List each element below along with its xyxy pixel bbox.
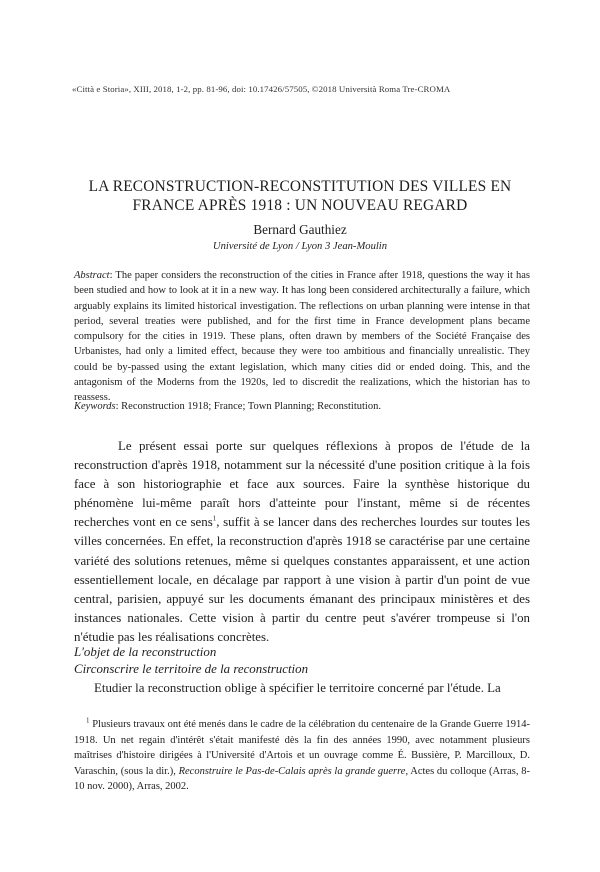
keywords-label: Keywords [74,401,116,412]
footnote [74,717,530,795]
author-name: Bernard Gauthiez [253,222,347,237]
footnote-reference[interactable]: 1 [212,515,217,524]
journal-citation: «Città e Storia», XIII, 2018, 1-2, pp. 81-96, doi: 10.17426/57505, ©2018 Università Roma Tre-CROMA [72,84,451,94]
keywords [74,399,530,414]
keywords-text: : Reconstruction 1918; France; Town Planning; Reconstitution. [115,401,381,412]
subsection-heading: Circonscrire le territoire de la reconstruction [74,662,309,676]
abstract-text: : The paper considers the reconstruction of the cities in France after 1918, questions the way it has been studied and how to look at it in a new way. It has long been considered architecturally a failure, which arguably explains its limited historical investigation. The reflections on urban planning were intense in that period, several treaties were published, and for the first time in France development plans became compulsory for the cities in 1919. These plans, often drawn by members of the Société Française des Urbanistes, had only a limited effect, because they were too ambitious and financially unrealistic. They could be by-passed using the extant legislation, which many cities did or ended doing. This, and the antagonism of the Moderns from the 1920s, led to discredit the realizations, which the historian has to reassess. [74,270,530,404]
footnote-book-title: Reconstruire le Pas-de-Calais après la grande guerre [178,765,406,777]
title-line-1: LA RECONSTRUCTION-RECONSTITUTION DES VILLES EN [88,178,512,195]
abstract-label: Abstract [74,270,110,281]
author-affiliation: Université de Lyon / Lyon 3 Jean-Moulin [212,241,388,252]
abstract [74,268,530,406]
article-title [60,177,540,215]
body-paragraph-2: Etudier la reconstruction oblige à spécifier le territoire concerné par l'étude. La [94,681,501,695]
body-text-part-2: , suffit à se lancer dans des recherches lourdes sur toutes les villes concernées. En effet, la reconstruction d'après 1918 se caractérise par une certaine variété des solutions retenues, même si quelques constantes apparaissent, et une action essentiellement locale, en décalage par rapport à une vision à partir d'un point de vue central, parisien, appuyé sur les documents émanant des principaux ministères et des instances nationales. Cette vision à partir du centre peut s'avérer trompeuse si l'on n'étudie pas les réalisations concrètes. [74,515,531,644]
footnote-text-a: Plusieurs travaux ont été menés dans le cadre de la célébration du centenaire de la Grande Guerre 1914-1918. Un net regain d'intérêt s'était manifesté dès la fin des années 1990, avec notamment plusieurs maîtrises d'histoire dirigées à l'Université d'Artois et un ouvrage comme É. Bussière, P. Marcilloux, D. Varaschin, (sous la dir.), [74,719,530,777]
title-line-2: FRANCE APRÈS 1918 : UN NOUVEAU REGARD [132,197,468,214]
body-paragraph-1 [74,437,530,647]
section-heading: L'objet de la reconstruction [74,645,217,659]
body-text-part-1: Le présent essai porte sur quelques réflexions à propos de l'étude de la reconstruction d'après 1918, notamment sur la nécessité d'une position critique à la fois face à son historiographie et face aux sources. Faire la synthèse historique du phénomène lui-même paraît hors d'atteinte pour l'instant, même si de récentes recherches vont en ce sens [74,439,530,530]
footnote-text-b: , Actes du colloque (Arras, 8-10 nov. 2000), Arras, 2002. [74,765,530,792]
footnote-number: 1 [86,716,90,725]
